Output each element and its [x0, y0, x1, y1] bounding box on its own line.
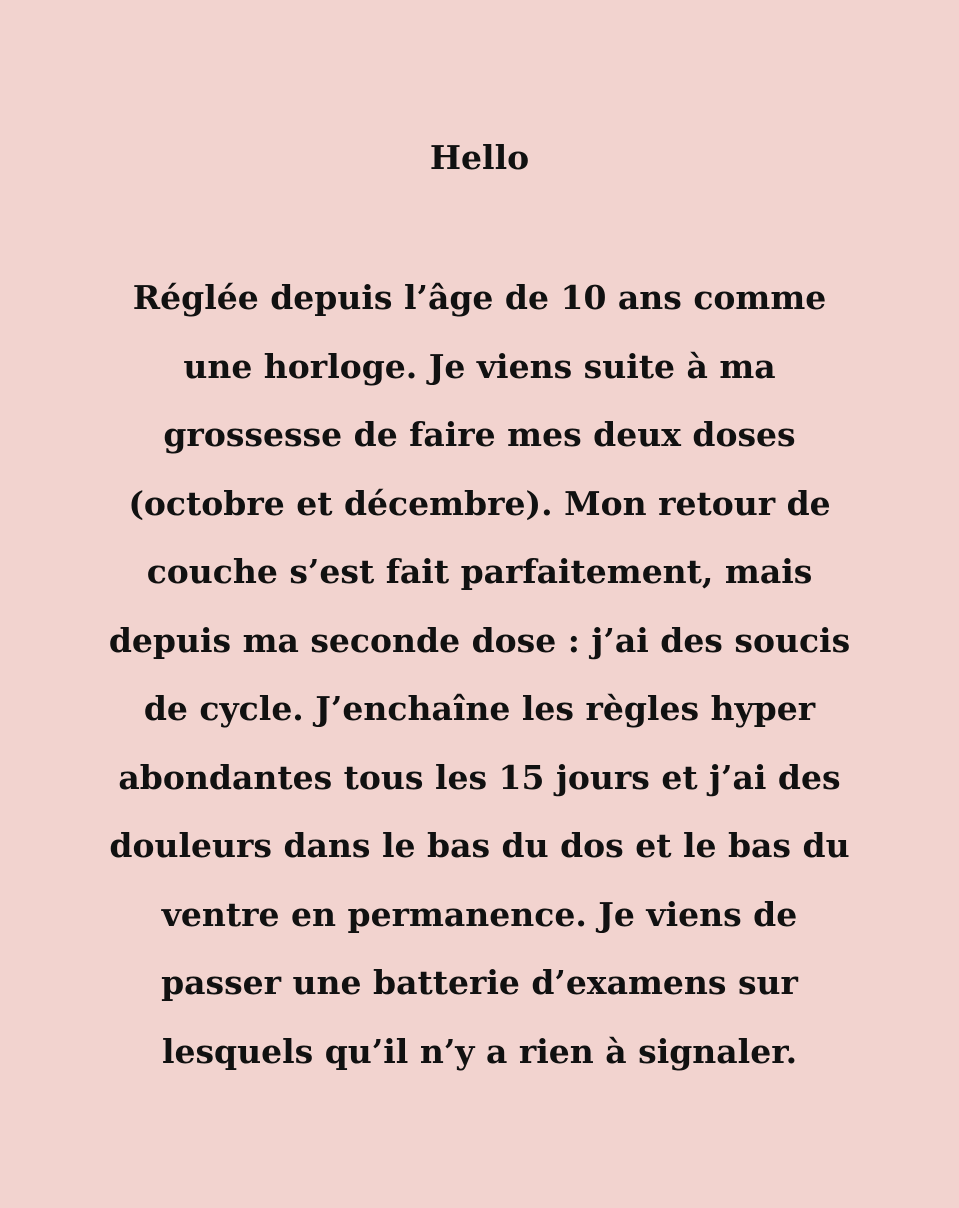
post-body-line: douleurs dans le bas du dos et le bas du [109, 826, 850, 865]
post-body-line: lesquels qu’il n’y a rien à signaler. [161, 1031, 798, 1071]
post-body-line: de cycle. J’enchaîne les règles hyper [143, 689, 816, 728]
post-body-line: une horloge. Je viens suite à ma [183, 346, 776, 386]
post-body-line: ventre en permanence. Je viens de [161, 894, 798, 934]
post-body [0, 276, 959, 1098]
post-body-line: couche s’est fait parfaitement, mais [146, 552, 813, 591]
post-body-line: abondantes tous les 15 jours et j’ai des [118, 757, 841, 797]
post-body-line: grossesse de faire mes deux doses [163, 415, 796, 454]
post-body-line: passer une batterie d’examens sur [161, 963, 798, 1002]
post-body-line: depuis ma seconde dose : j’ai des soucis [108, 620, 851, 660]
greeting-heading: Hello [429, 138, 530, 177]
post-body-line: Réglée depuis l’âge de 10 ans comme [132, 278, 827, 317]
post-body-line: (octobre et décembre). Mon retour de [128, 483, 831, 523]
